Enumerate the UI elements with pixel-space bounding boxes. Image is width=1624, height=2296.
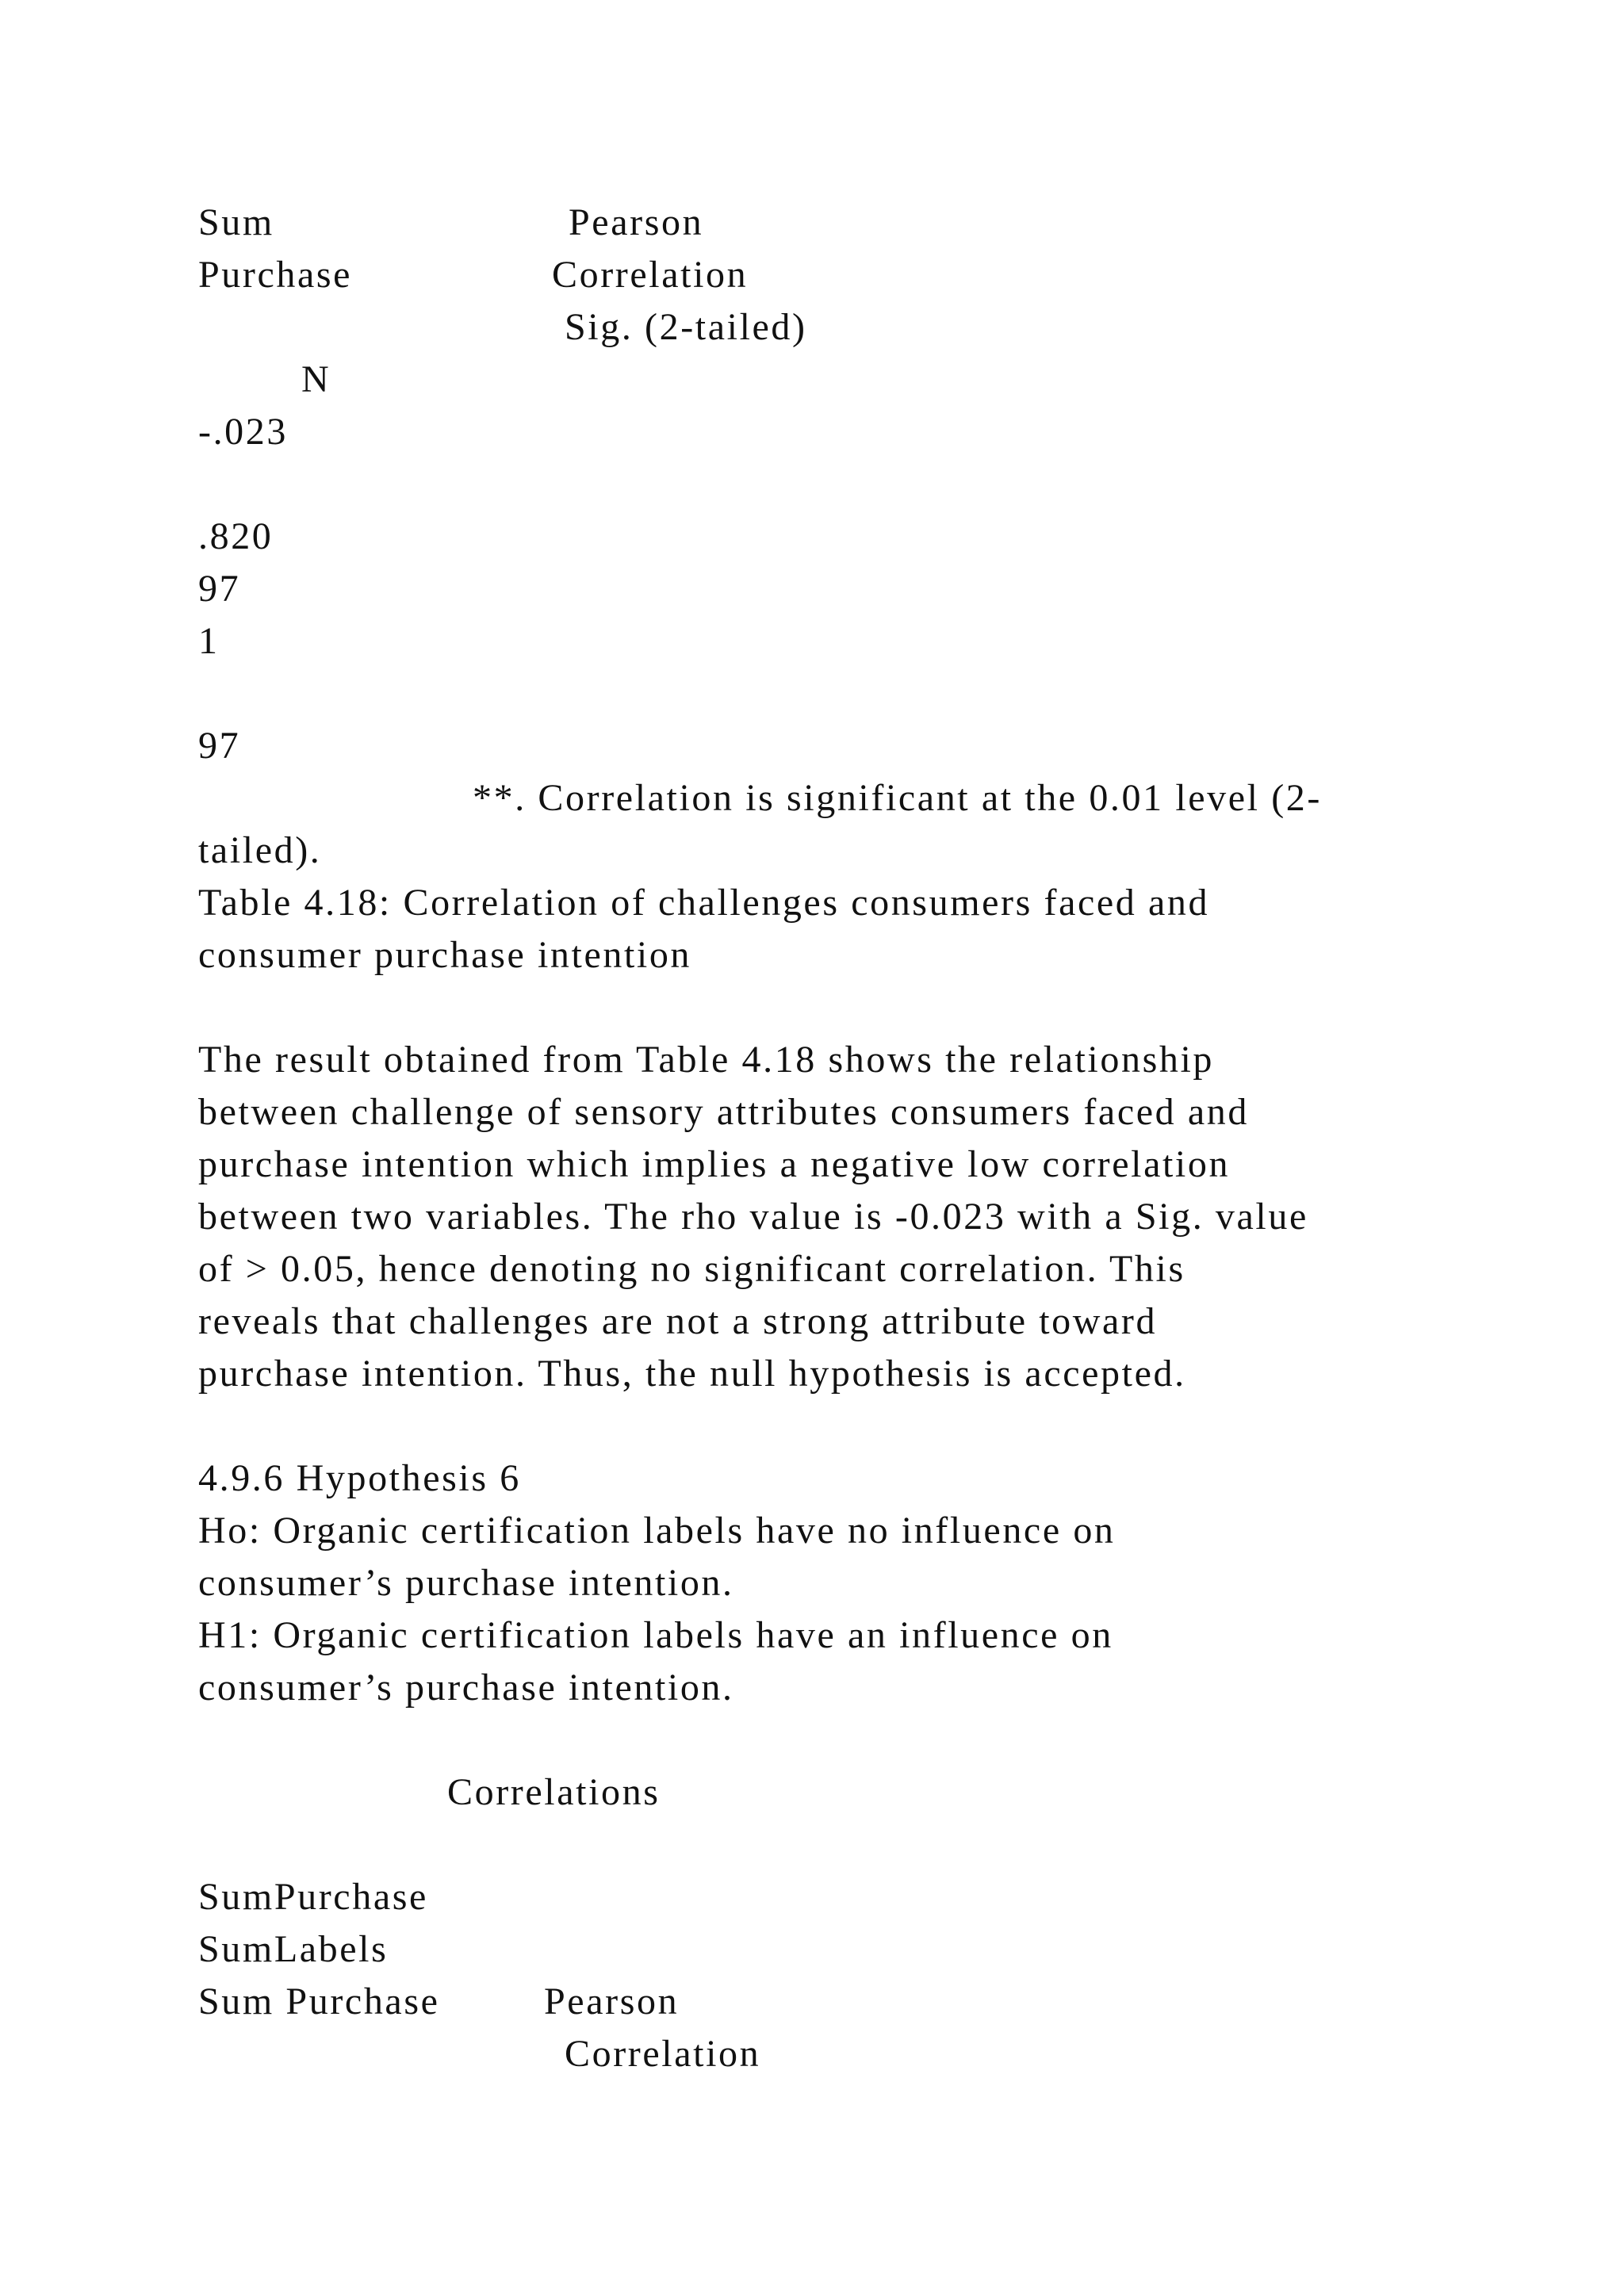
paragraph-line: reveals that challenges are not a strong attribute toward (198, 1300, 1158, 1342)
stat-label-pearson-2: Pearson (544, 1980, 680, 2022)
table-caption: Table 4.18: Correlation of challenges consumers faced and (198, 882, 1210, 924)
cell-n-value-2: 97 (198, 725, 241, 767)
cell-sig-value: .820 (198, 515, 274, 557)
table-title: Correlations (447, 1771, 661, 1813)
column-header-sumpurchase: SumPurchase (198, 1876, 428, 1918)
section-heading: 4.9.6 Hypothesis 6 (198, 1457, 521, 1499)
table-footnote: **. Correlation is significant at the 0.01 level (2- (473, 777, 1322, 819)
table-caption-cont: consumer purchase intention (198, 934, 692, 976)
paragraph-line: The result obtained from Table 4.18 shows the relationship (198, 1039, 1214, 1081)
null-hypothesis: Ho: Organic certification labels have no influence on (198, 1510, 1116, 1552)
paragraph-line: between two variables. The rho value is -0.023 with a Sig. value (198, 1196, 1308, 1238)
row-label-sum-purchase: Sum Purchase (198, 1980, 440, 2022)
paragraph-line: of > 0.05, hence denoting no significant correlation. This (198, 1248, 1185, 1290)
alt-hypothesis-cont: consumer’s purchase intention. (198, 1667, 734, 1709)
stat-label-pearson: Pearson (569, 201, 704, 243)
stat-label-correlation: Correlation (552, 254, 749, 296)
paragraph-line: purchase intention which implies a negative low correlation (198, 1143, 1231, 1185)
alt-hypothesis: H1: Organic certification labels have an influence on (198, 1614, 1113, 1656)
stat-label-correlation-2: Correlation (565, 2033, 761, 2075)
row-label-purchase: Purchase (198, 254, 353, 296)
cell-n-value: 97 (198, 568, 241, 610)
paragraph-line: between challenge of sensory attributes consumers faced and (198, 1091, 1249, 1133)
row-label-sum: Sum (198, 201, 274, 243)
paragraph-line: purchase intention. Thus, the null hypothesis is accepted. (198, 1353, 1186, 1395)
table-footnote-cont: tailed). (198, 829, 322, 871)
column-header-sumlabels: SumLabels (198, 1928, 389, 1970)
cell-self-correlation: 1 (198, 620, 220, 662)
stat-label-n: N (301, 358, 331, 400)
cell-correlation-value: -.023 (198, 411, 288, 453)
null-hypothesis-cont: consumer’s purchase intention. (198, 1562, 734, 1604)
stat-label-sig: Sig. (2-tailed) (565, 306, 807, 348)
